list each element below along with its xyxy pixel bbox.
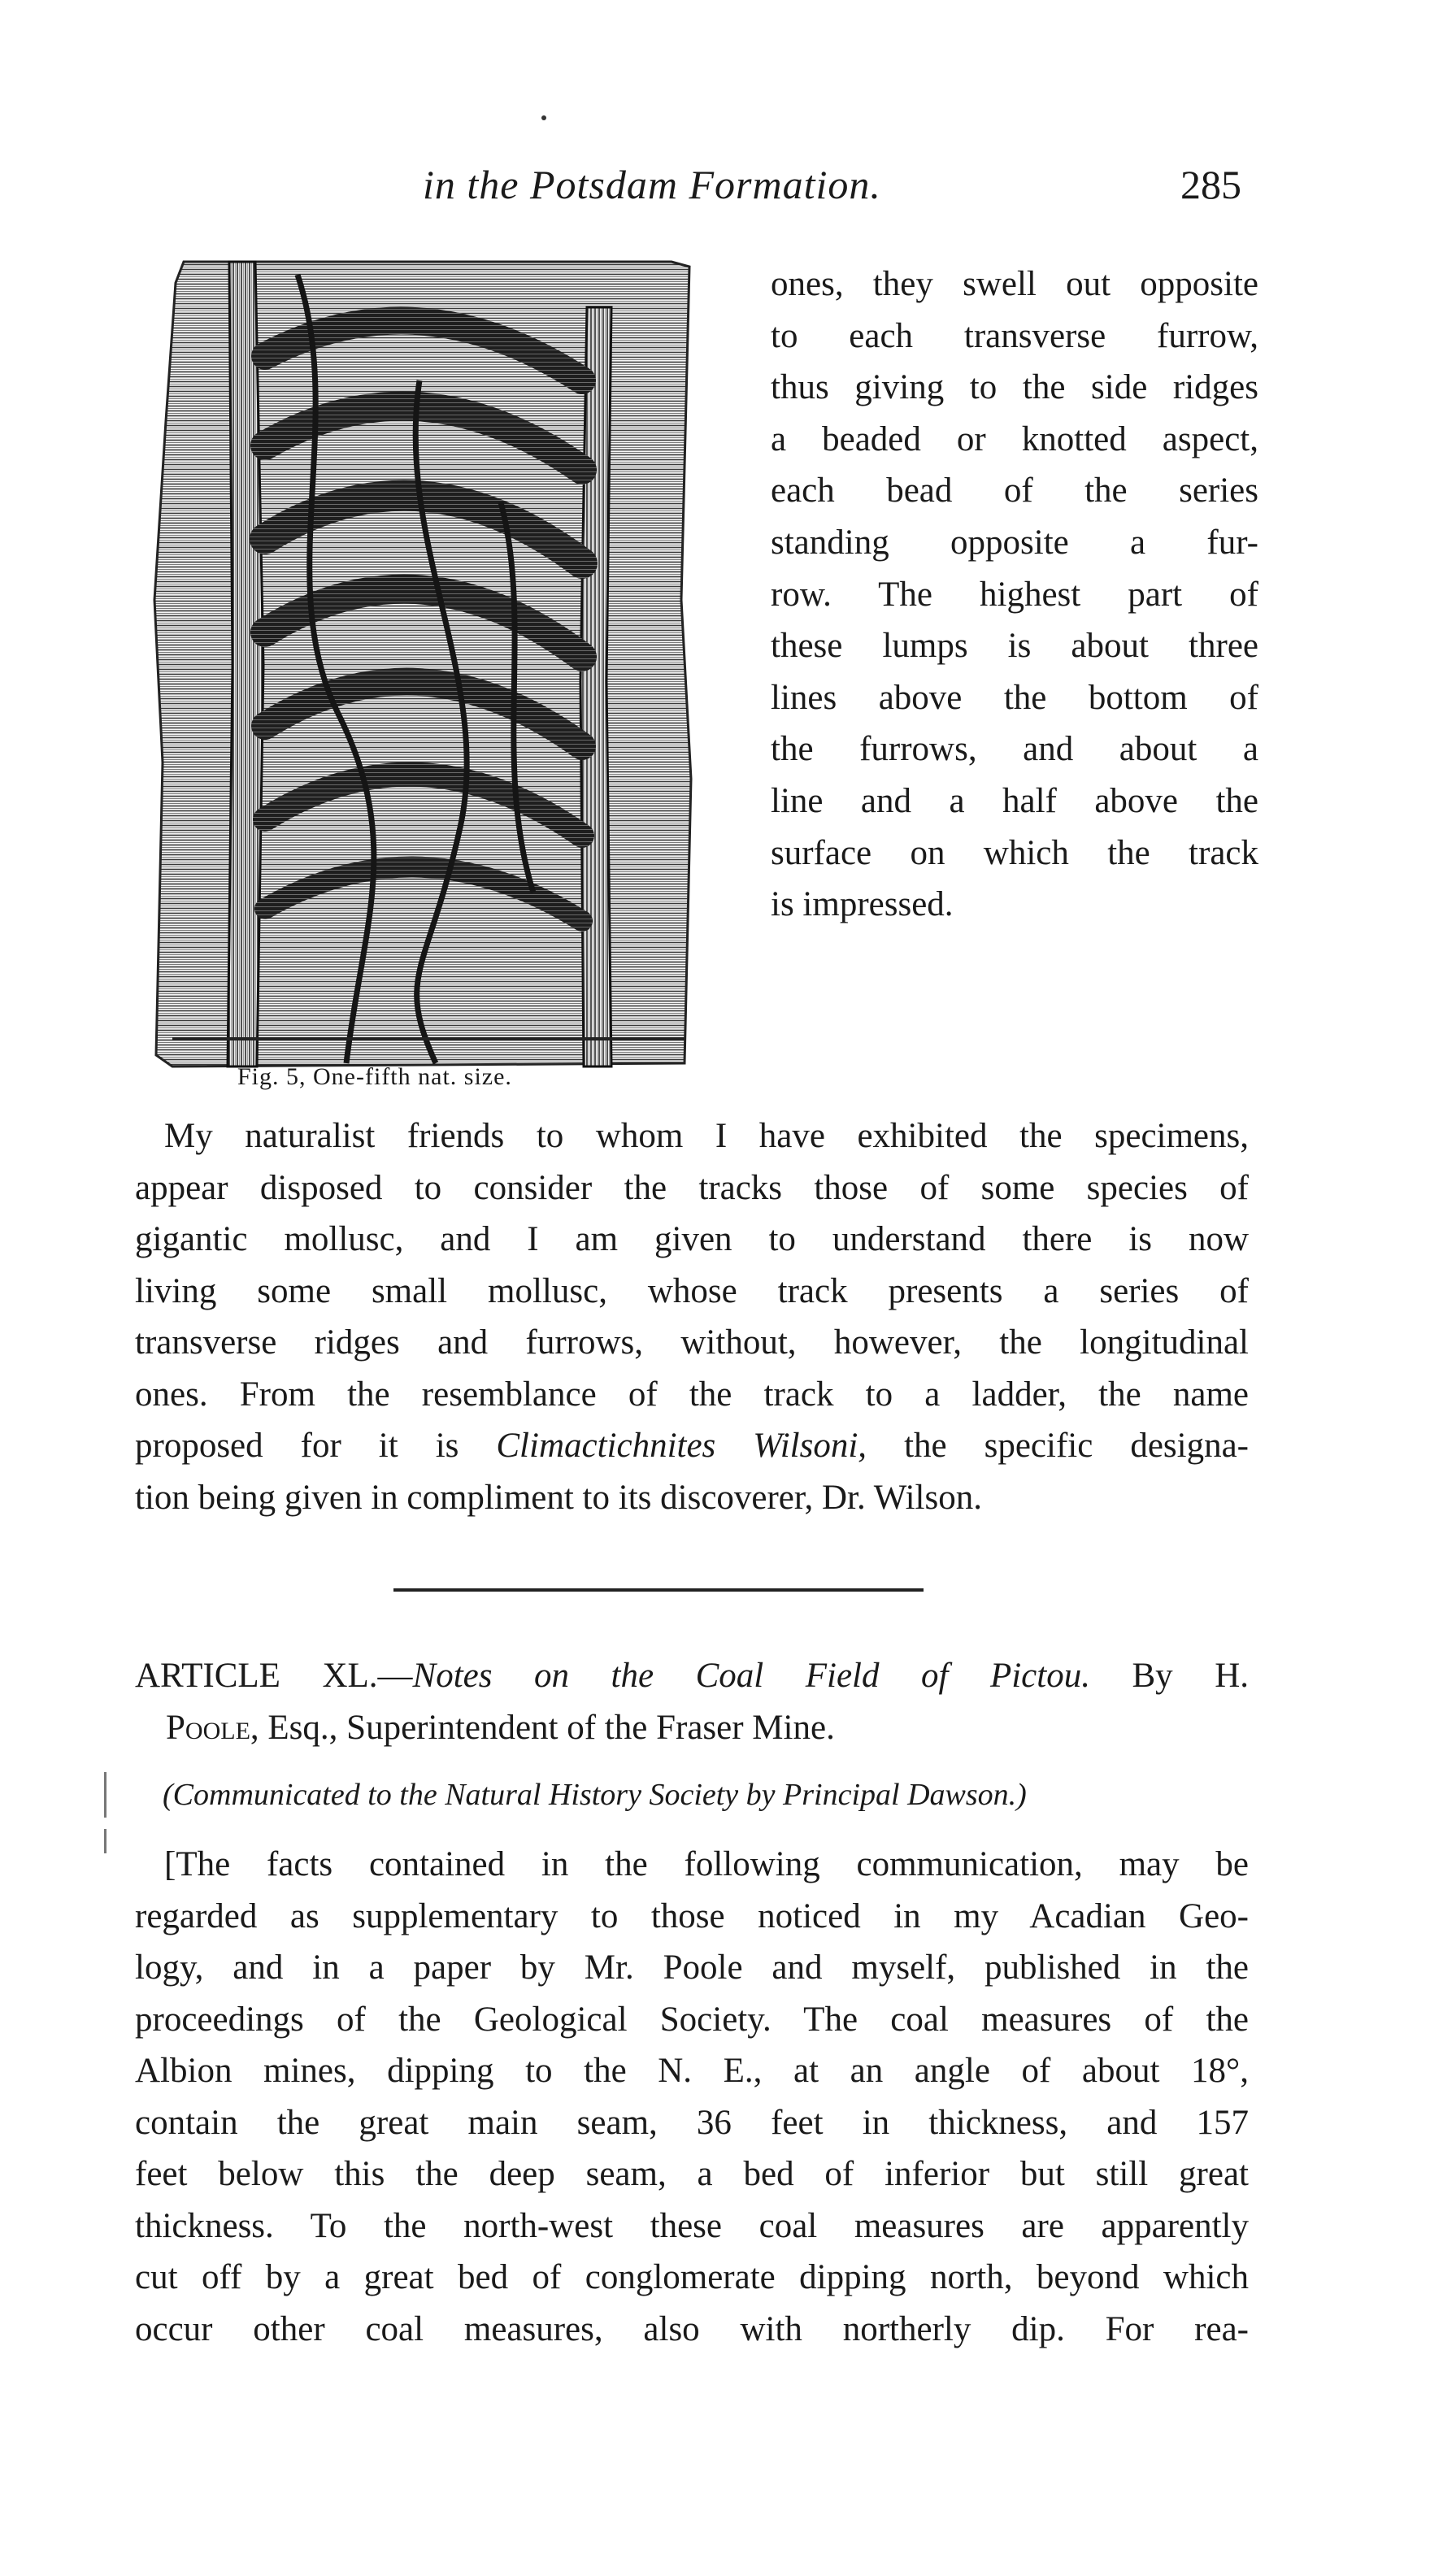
article-author-line — [135, 1702, 1249, 1754]
text-line: tion being given in compliment to its discoverer, Dr. Wilson. — [135, 1478, 982, 1517]
text-line — [135, 1420, 1249, 1472]
margin-mark — [104, 1829, 106, 1853]
text-line: contain the great main seam, 36 feet in thickness, and 157 — [135, 2103, 1249, 2142]
text-line: Albion mines, dipping to the N. E., at an angle of about 18°, — [135, 2052, 1249, 2090]
text-line: transverse ridges and furrows, without, however, the longitudinal — [135, 1323, 1249, 1362]
species-name: Climactichnites Wilsoni, — [496, 1427, 867, 1465]
text-line: gigantic mollusc, and I am given to understand there is now — [135, 1220, 1249, 1258]
paragraph-naturalist-friends — [135, 1110, 1249, 1523]
text-line: surface on which the track — [771, 833, 1258, 872]
text-line: appear disposed to consider the tracks those of some species of — [135, 1168, 1249, 1207]
article-heading — [135, 1650, 1249, 1753]
text-line: these lumps is about three — [771, 627, 1258, 666]
page-number: 285 — [1180, 162, 1241, 207]
text-line: feet below this the deep seam, a bed of inferior but still great — [135, 2155, 1249, 2193]
text-fragment: the specific designa- — [867, 1427, 1249, 1465]
paragraph-coal-facts — [135, 1839, 1249, 2355]
fossil-track-figure — [151, 258, 698, 1071]
margin-mark — [104, 1772, 106, 1818]
article-label: ARTICLE XL.— — [135, 1657, 413, 1695]
text-line: each bead of the series — [771, 471, 1258, 510]
text-line: is impressed. — [771, 885, 954, 924]
text-line: occur other coal measures, also with northerly dip. For rea- — [135, 2309, 1249, 2348]
text-line: regarded as supplementary to those noticed in my Acadian Geo- — [135, 1896, 1249, 1935]
article-by: By H. — [1089, 1657, 1249, 1695]
author-name: Poole — [166, 1708, 250, 1747]
text-line: logy, and in a paper by Mr. Poole and myself, published in the — [135, 1948, 1249, 1987]
text-line: cut off by a great bed of conglomerate dipping north, beyond which — [135, 2258, 1249, 2296]
text-line: thus giving to the side ridges — [771, 368, 1258, 407]
text-line: [The facts contained in the following communication, may be — [164, 1845, 1249, 1883]
text-line: My naturalist friends to whom I have exhibited the specimens, — [164, 1117, 1249, 1155]
text-line: proceedings of the Geological Society. The coal measures of the — [135, 2000, 1249, 2039]
article-title-line — [135, 1650, 1249, 1702]
text-line: to each transverse furrow, — [771, 316, 1258, 355]
text-line: living some small mollusc, whose track presents a series of — [135, 1271, 1249, 1310]
text-line: standing opposite a fur- — [771, 523, 1258, 562]
author-affiliation: , Esq., Superintendent of the Fraser Mine. — [250, 1708, 835, 1747]
engraved-fossil-track-illustration — [151, 258, 698, 1071]
figure-caption: Fig. 5, One-fifth nat. size. — [237, 1063, 512, 1090]
text-line: lines above the bottom of — [771, 678, 1258, 717]
text-line: ones. From the resemblance of the track to a ladder, the name — [135, 1375, 1249, 1414]
article-title: Notes on the Coal Field of Pictou. — [412, 1657, 1090, 1695]
ink-speck — [541, 115, 546, 120]
text-fragment: proposed for it is — [135, 1427, 497, 1465]
text-line: row. The highest part of — [771, 575, 1258, 614]
running-head: in the Potsdam Formation. — [423, 162, 881, 207]
communicated-note: (Communicated to the Natural History Society by Principal Dawson.) — [163, 1778, 1027, 1812]
text-line: the furrows, and about a — [771, 730, 1258, 769]
text-line: line and a half above the — [771, 781, 1258, 820]
text-line: thickness. To the north-west these coal measures are apparently — [135, 2206, 1249, 2245]
section-divider — [393, 1588, 924, 1592]
text-line: a beaded or knotted aspect, — [771, 419, 1258, 458]
text-line: ones, they swell out opposite — [771, 265, 1258, 303]
side-column-text — [771, 258, 1258, 931]
